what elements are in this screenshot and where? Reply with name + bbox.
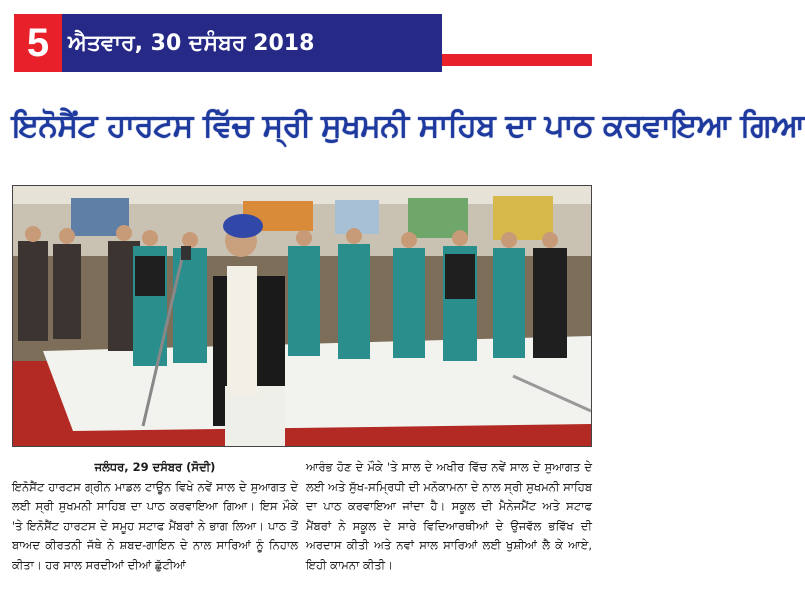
article-photo [12, 185, 592, 447]
photo-illustration [13, 186, 591, 446]
header-rule [442, 54, 592, 66]
page-header [14, 14, 592, 72]
issue-date: ਐਤਵਾਰ, 30 ਦਸੰਬਰ 2018 [62, 14, 442, 72]
article-column-left [12, 458, 298, 575]
article-headline: ਇਨੋਸੈਂਟ ਹਾਰਟਸ ਵਿੱਚ ਸ੍ਰੀ ਸੁਖਮਨੀ ਸਾਹਿਬ ਦਾ ਪਾਠ ਕਰਵਾਇਆ ਗਿਆ [12, 108, 805, 144]
article-body-left: ਇਨੋਸੈਂਟ ਹਾਰਟਸ ਗ੍ਰੀਨ ਮਾਡਲ ਟਾਊਨ ਵਿਖੇ ਨਵੇਂ ਸਾਲ ਦੇ ਸੁਆਗਤ ਦੇ ਲਈ ਸ੍ਰੀ ਸੁਖਮਨੀ ਸਾਹਿਬ ਦਾ ਪਾਠ ਕਰਵਾਇਆ ਗਿਆ। ਇਸ ਮੌਕੇ 'ਤੇ ਇਨੋਸੈਂਟ ਹਾਰਟਸ ਦੇ ਸਮੂਹ ਸਟਾਫ ਮੈਂਬਰਾਂ ਨੇ ਭਾਗ ਲਿਆ। ਪਾਠ ਤੋਂ ਬਾਅਦ ਕੀਰਤਨੀ ਜੱਥੇ ਨੇ ਸ਼ਬਦ-ਗਾਇਨ ਦੇ ਨਾਲ ਸਾਰਿਆਂ ਨੂੰ ਨਿਹਾਲ ਕੀਤਾ। ਹਰ ਸਾਲ ਸਰਦੀਆਂ ਦੀਆਂ ਛੁੱਟੀਆਂ [12, 479, 298, 572]
page-number: 5 [14, 14, 62, 72]
article-column-right [306, 458, 592, 575]
article-body-right: ਆਰੰਭ ਹੋਣ ਦੇ ਮੌਕੇ 'ਤੇ ਸਾਲ ਦੇ ਅਖੀਰ ਵਿੱਚ ਨਵੇਂ ਸਾਲ ਦੇ ਸੁਆਗਤ ਦੇ ਲਈ ਅਤੇ ਸੁੱਖ-ਸਮ੍ਰਿਧੀ ਦੀ ਮਨੋਕਾਮਨਾ ਦੇ ਨਾਲ ਸ੍ਰੀ ਸੁਖਮਨੀ ਸਾਹਿਬ ਦਾ ਪਾਠ ਕਰਵਾਇਆ ਜਾਂਦਾ ਹੈ। ਸਕੂਲ ਦੀ ਮੈਨੇਜਮੈਂਟ ਅਤੇ ਸਟਾਫ ਮੈਂਬਰਾਂ ਨੇ ਸਕੂਲ ਦੇ ਸਾਰੇ ਵਿਦਿਆਰਥੀਆਂ ਦੇ ਉਜਵੱਲ ਭਵਿੱਖ ਦੀ ਅਰਦਾਸ ਕੀਤੀ ਅਤੇ ਨਵਾਂ ਸਾਲ ਸਾਰਿਆਂ ਲਈ ਖੁਸ਼ੀਆਂ ਲੈ ਕੇ ਆਏ, ਇਹੀ ਕਾਮਨਾ ਕੀਤੀ। [306, 460, 592, 572]
article-dateline: ਜਲੰਧਰ, 29 ਦਸੰਬਰ (ਸੋਦੀ) [94, 460, 216, 474]
